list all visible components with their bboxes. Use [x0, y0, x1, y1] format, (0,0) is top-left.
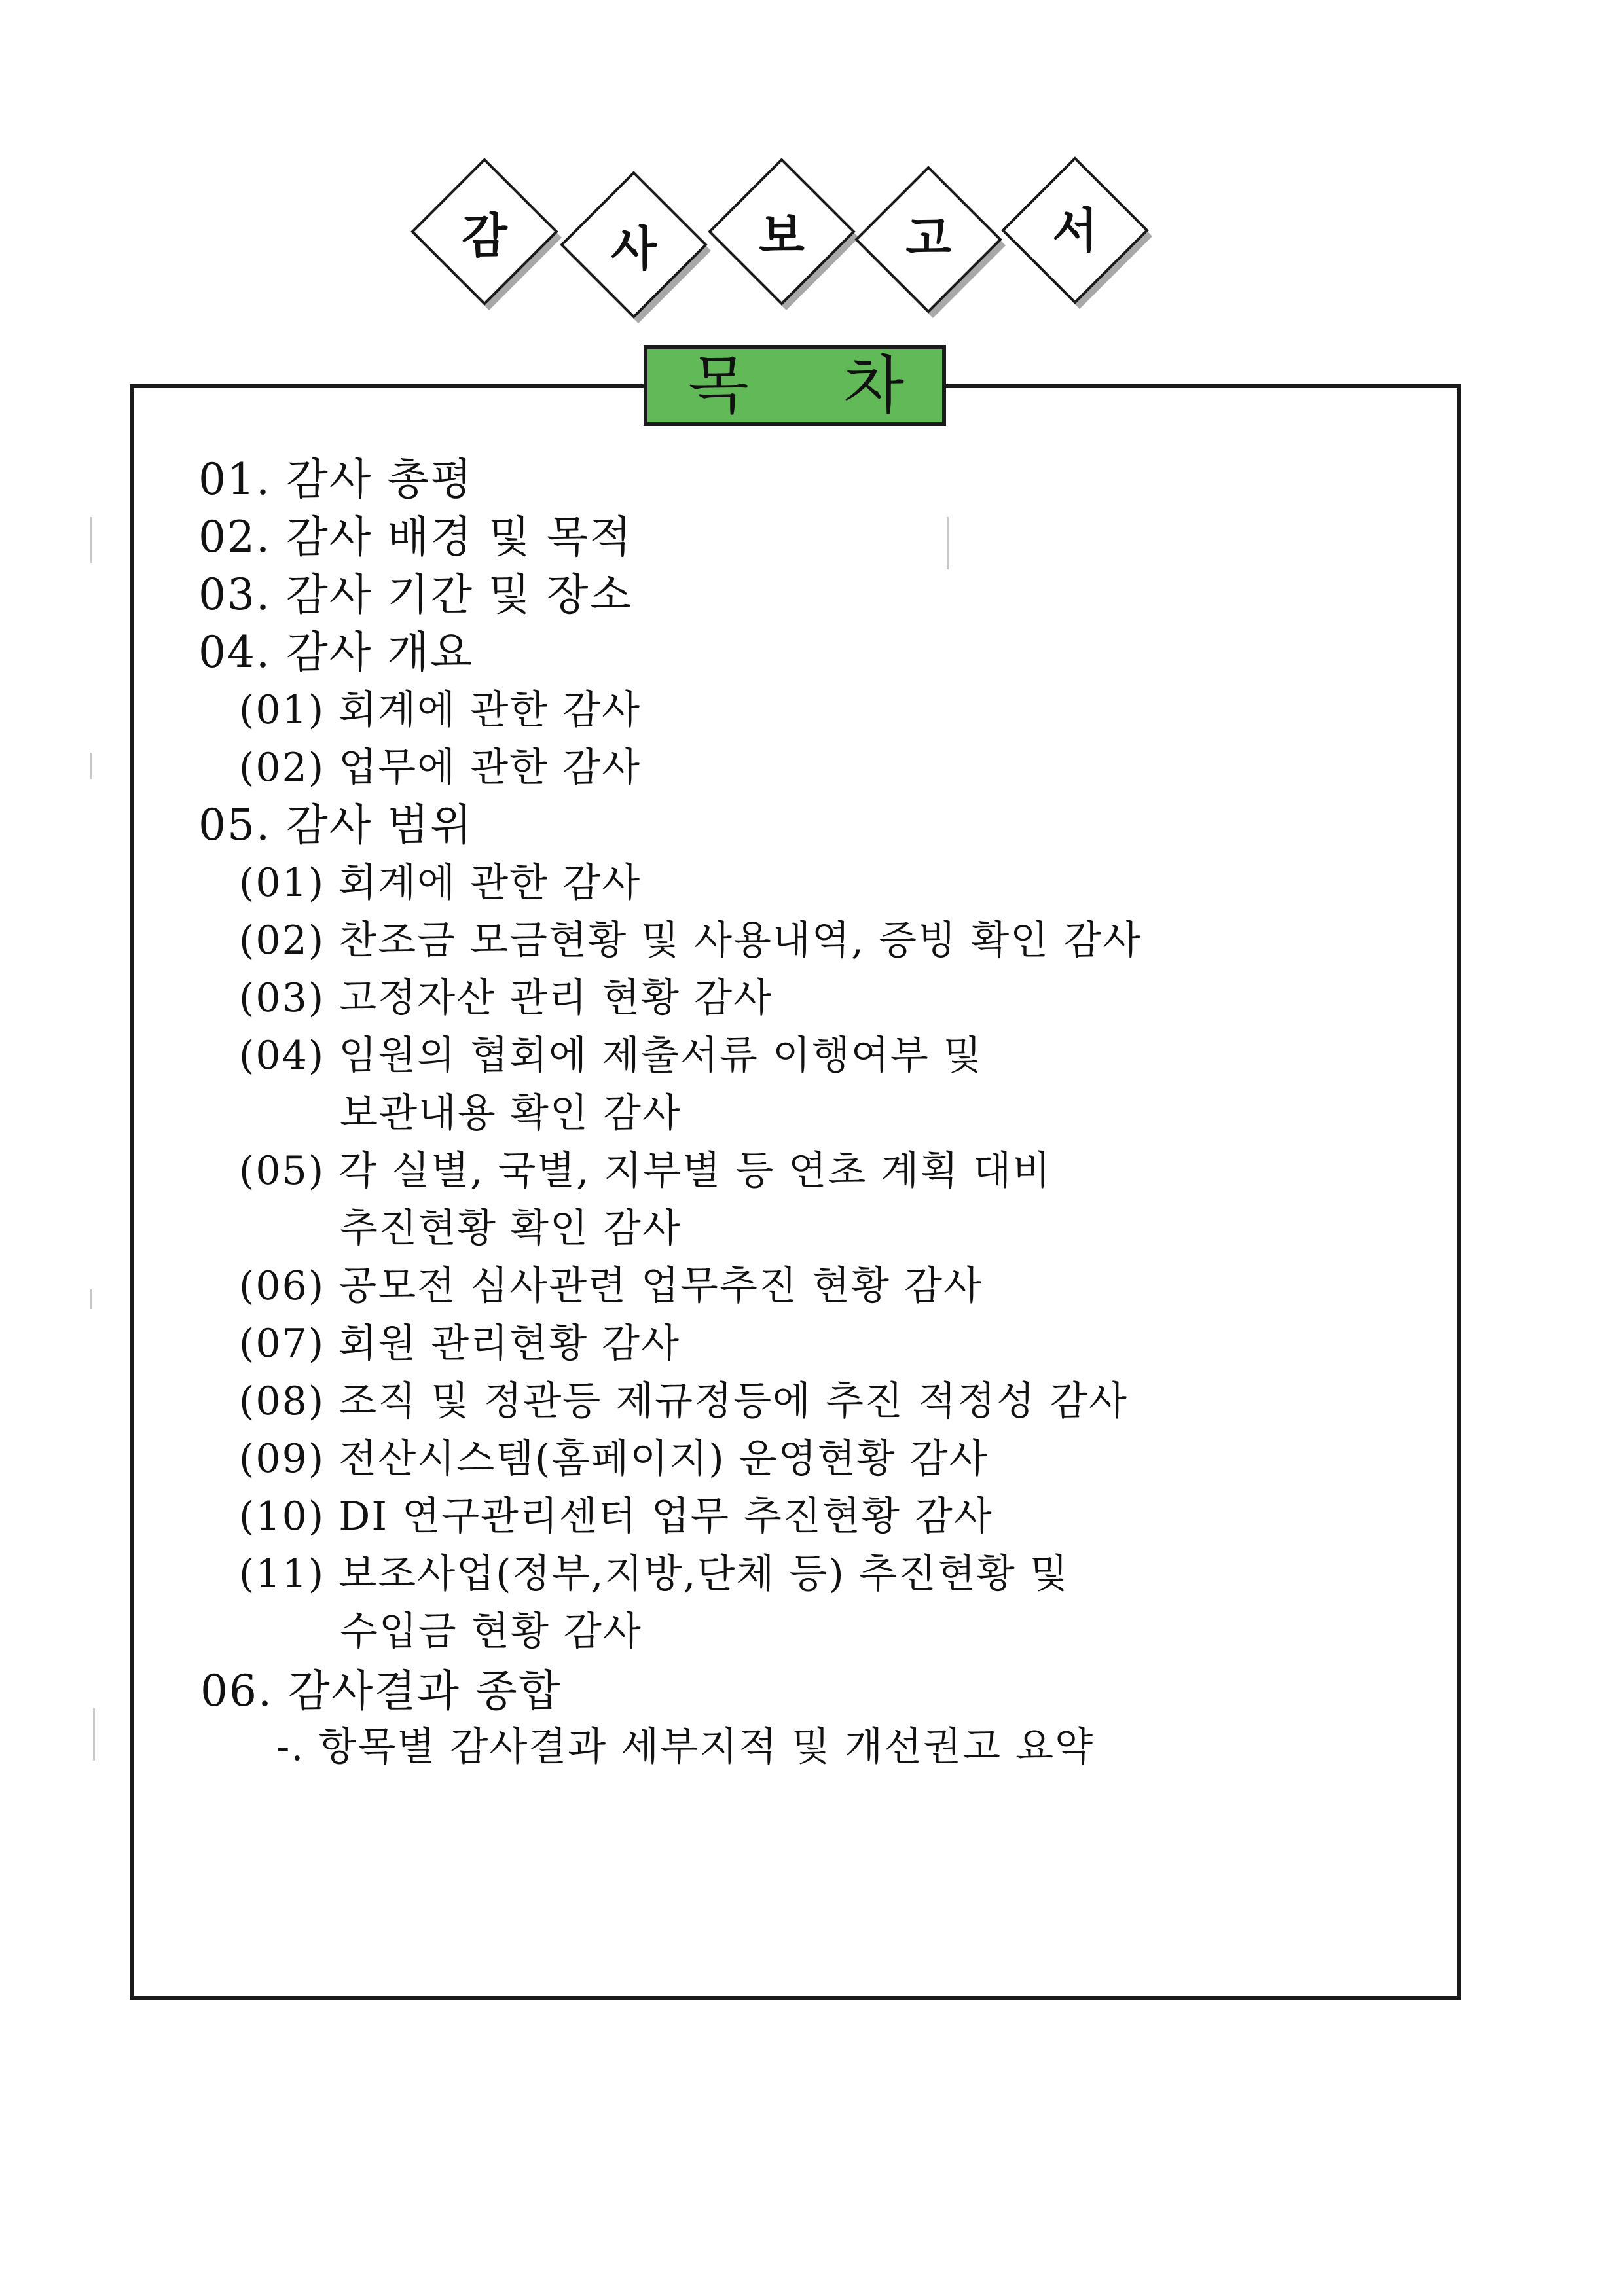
title-diamond-5	[996, 154, 1154, 312]
toc-subitem: (03) 고정자산 관리 현황 감사	[239, 975, 773, 1021]
toc-item: 05. 감사 범위	[198, 800, 473, 850]
toc-subitem: (08) 조직 및 정관등 제규정등에 추진 적정성 감사	[239, 1378, 1128, 1424]
title-diamond-4	[850, 164, 1007, 321]
toc-item: 04. 감사 개요	[198, 627, 473, 677]
toc-subitem: (11) 보조사업(정부,지방,단체 등) 추진현황 및	[239, 1551, 1069, 1597]
title-diamond-1	[406, 156, 563, 313]
toc-subitem: (06) 공모전 심사관련 업무추진 현황 감사	[239, 1263, 983, 1309]
toc-subitem: (10) DI 연구관리센터 업무 추진현황 감사	[239, 1494, 993, 1539]
toc-item: 06. 감사결과 종합	[200, 1666, 562, 1716]
title-char-3: 보	[759, 208, 805, 263]
toc-subitem: (02) 찬조금 모금현황 및 사용내역, 증빙 확인 감사	[239, 918, 1142, 963]
scan-mark	[93, 1708, 95, 1761]
toc-heading-right: 차	[843, 349, 904, 422]
toc-heading	[644, 345, 946, 426]
toc-subitem: (04) 임원의 협회에 제출서류 이행여부 및	[239, 1033, 983, 1079]
toc-subitem: (07) 회원 관리현황 감사	[239, 1321, 681, 1367]
scan-mark	[947, 517, 949, 569]
toc-subitem: (02) 업무에 관한 감사	[239, 745, 642, 791]
title-char-5: 서	[1052, 203, 1098, 258]
toc-subitem: (01) 회계에 관한 감사	[239, 860, 642, 906]
scan-mark	[90, 753, 92, 779]
document-title	[0, 0, 1623, 314]
toc-heading-left: 목	[688, 349, 749, 422]
toc-subitem: (05) 각 실별, 국별, 지부별 등 연초 계획 대비	[239, 1148, 1052, 1194]
toc-subitem: (09) 전산시스템(홈페이지) 운영현황 감사	[239, 1436, 989, 1482]
toc-subitem-continuation: 추진현황 확인 감사	[340, 1206, 682, 1251]
title-char-2: 사	[611, 221, 657, 276]
toc-subitem: (01) 회계에 관한 감사	[239, 687, 642, 733]
toc-item: 01. 감사 총평	[198, 454, 473, 505]
toc-item: 03. 감사 기간 및 장소	[198, 569, 633, 620]
toc-subitem-continuation: 수입금 현황 감사	[340, 1609, 642, 1655]
toc-subitem-continuation: 보관내용 확인 감사	[340, 1090, 682, 1136]
title-char-1: 감	[462, 208, 507, 263]
title-char-4: 고	[905, 211, 951, 266]
title-diamond-3	[703, 156, 860, 313]
toc-subitem: -. 항목별 감사결과 세부지적 및 개선권고 요약	[276, 1724, 1095, 1770]
scan-mark	[90, 517, 92, 563]
title-diamond-2	[555, 169, 712, 326]
toc-item: 02. 감사 배경 및 목적	[198, 512, 633, 562]
scan-mark	[90, 1289, 92, 1309]
